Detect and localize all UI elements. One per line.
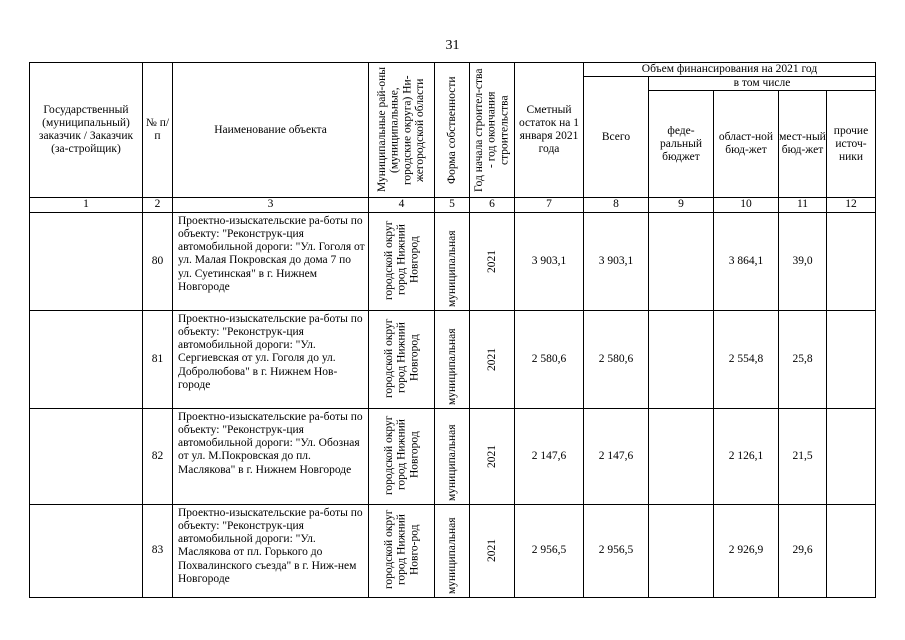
table-row: [30, 408, 876, 504]
federal-cell: [649, 212, 714, 310]
ownership-text: муниципальная: [445, 517, 458, 594]
header-total: Всего: [584, 77, 649, 198]
object-name: Проектно-изыскательские ра-боты по объекту: "Реконструк-ция автомобильной дороги: "Ул. Обозная от ул. М.Покровская до пл. Маслякова" в г. Нижнем Новгороде: [173, 408, 369, 504]
row-number: 82: [143, 408, 173, 504]
header-years-text: Год начала строител-ства - год окончания строительства: [473, 68, 511, 192]
federal-cell: [649, 310, 714, 408]
year-text: 2021: [485, 539, 498, 563]
column-number: 7: [515, 198, 584, 212]
year-cell: [470, 310, 515, 408]
other-cell: [827, 212, 876, 310]
balance-cell: 2 147,6: [515, 408, 584, 504]
year-text: 2021: [485, 249, 498, 273]
district-text: городской округ город Нижний Новго-род: [382, 509, 420, 589]
year-cell: [470, 212, 515, 310]
table-row: [30, 212, 876, 310]
object-name: Проектно-изыскательские ра-боты по объекту: "Реконструк-ция автомобильной дороги: "Ул. Сергиевская от ул. Гоголя до ул. Добролюбова" в г. Нижнем Нов-городе: [173, 310, 369, 408]
district-text: городской округ город Нижний Новгород: [382, 414, 420, 495]
district-cell: [369, 212, 435, 310]
ownership-text: муниципальная: [445, 328, 458, 405]
header-other: прочие источ-ники: [827, 91, 876, 198]
financing-table: [29, 62, 876, 598]
column-number: 1: [30, 198, 143, 212]
ownership-cell: [435, 504, 470, 597]
page-number: 31: [445, 38, 460, 53]
header-district-text: Муниципальные рай-оны (муниципальные, городские округа) Ни-жегородской области: [376, 67, 427, 193]
header-ownership: [435, 63, 470, 198]
local-cell: 25,8: [779, 310, 827, 408]
federal-cell: [649, 504, 714, 597]
header-financing: Объем финансирования на 2021 год: [584, 63, 876, 77]
district-cell: [369, 504, 435, 597]
column-number: 10: [714, 198, 779, 212]
total-cell: 3 903,1: [584, 212, 649, 310]
other-cell: [827, 408, 876, 504]
row-number: 81: [143, 310, 173, 408]
column-number: 11: [779, 198, 827, 212]
header-object-name: Наименование объекта: [173, 63, 369, 198]
ownership-text: муниципальная: [445, 424, 458, 501]
year-text: 2021: [485, 347, 498, 371]
total-cell: 2 147,6: [584, 408, 649, 504]
header-federal: феде-ральный бюджет: [649, 91, 714, 198]
total-cell: 2 956,5: [584, 504, 649, 597]
header-balance: Сметный остаток на 1 января 2021 года: [515, 63, 584, 198]
header-num: № п/п: [143, 63, 173, 198]
year-cell: [470, 408, 515, 504]
district-cell: [369, 310, 435, 408]
table-row: [30, 310, 876, 408]
column-number: 4: [369, 198, 435, 212]
column-number: 12: [827, 198, 876, 212]
customer-cell: [30, 504, 143, 597]
balance-cell: 2 580,6: [515, 310, 584, 408]
ownership-text: муниципальная: [445, 230, 458, 307]
header-regional: област-ной бюд-жет: [714, 91, 779, 198]
federal-cell: [649, 408, 714, 504]
column-number: 9: [649, 198, 714, 212]
balance-cell: 2 956,5: [515, 504, 584, 597]
customer-cell: [30, 310, 143, 408]
header-ownership-text: Форма собственности: [445, 76, 458, 184]
header-including: в том числе: [649, 77, 876, 91]
other-cell: [827, 504, 876, 597]
regional-cell: 3 864,1: [714, 212, 779, 310]
object-name: Проектно-изыскательские ра-боты по объекту: "Реконструк-ция автомобильной дороги: "Ул. Маслякова от пл. Горького до Похвалинского съезда" в г. Ниж-нем Новгороде: [173, 504, 369, 597]
header-district: [369, 63, 435, 198]
column-number: 3: [173, 198, 369, 212]
column-number: 8: [584, 198, 649, 212]
header-years: [470, 63, 515, 198]
regional-cell: 2 926,9: [714, 504, 779, 597]
local-cell: 39,0: [779, 212, 827, 310]
customer-cell: [30, 212, 143, 310]
row-number: 83: [143, 504, 173, 597]
year-cell: [470, 504, 515, 597]
column-number: 6: [470, 198, 515, 212]
object-name: Проектно-изыскательские ра-боты по объекту: "Реконструк-ция автомобильной дороги: "Ул. Гоголя от ул. Малая Покровская до дома 7 по ул. Суетинская" в г. Нижнем Новгороде: [173, 212, 369, 310]
header-customer: Государственный (муниципальный) заказчик / Заказчик (за-стройщик): [30, 63, 143, 198]
district-cell: [369, 408, 435, 504]
regional-cell: 2 554,8: [714, 310, 779, 408]
district-text: городской округ город Нижний Новгород: [382, 317, 420, 398]
column-number: 5: [435, 198, 470, 212]
ownership-cell: [435, 212, 470, 310]
local-cell: 29,6: [779, 504, 827, 597]
column-number: 2: [143, 198, 173, 212]
ownership-cell: [435, 408, 470, 504]
total-cell: 2 580,6: [584, 310, 649, 408]
header-local: мест-ный бюд-жет: [779, 91, 827, 198]
regional-cell: 2 126,1: [714, 408, 779, 504]
local-cell: 21,5: [779, 408, 827, 504]
balance-cell: 3 903,1: [515, 212, 584, 310]
year-text: 2021: [485, 444, 498, 468]
other-cell: [827, 310, 876, 408]
row-number: 80: [143, 212, 173, 310]
table-row: [30, 504, 876, 597]
customer-cell: [30, 408, 143, 504]
ownership-cell: [435, 310, 470, 408]
district-text: городской округ город Нижний Новгород: [382, 219, 420, 300]
